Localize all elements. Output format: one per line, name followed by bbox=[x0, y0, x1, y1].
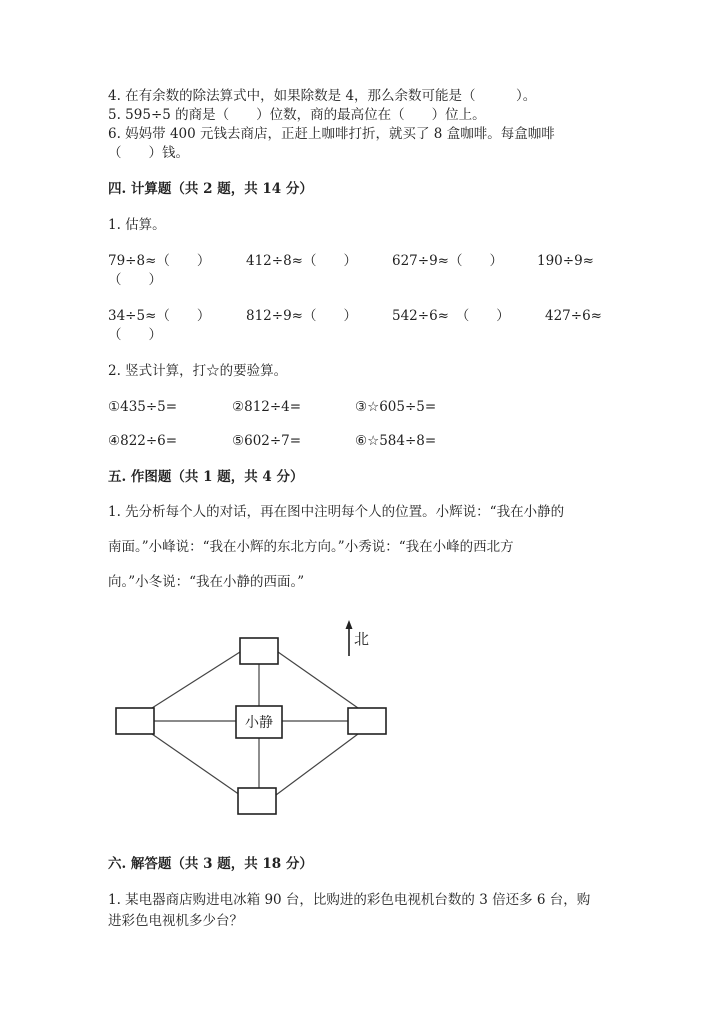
word-problem-line-2: 进彩色电视机多少台？ bbox=[108, 913, 243, 929]
estimate-item: 627÷9≈（ ） bbox=[392, 253, 503, 269]
center-label: 小静 bbox=[245, 715, 273, 731]
vertical-calc-label: 2. 竖式计算，打☆的要验算。 bbox=[108, 363, 288, 379]
edge-top-left bbox=[152, 652, 240, 708]
edge-top-right bbox=[278, 652, 358, 708]
drawing-question-line-3: 向。”小冬说：“我在小静的西面。” bbox=[108, 574, 305, 590]
vertical-calc-item: ⑤602÷7= bbox=[232, 433, 302, 449]
estimate-item: 812÷9≈（ ） bbox=[246, 308, 357, 324]
estimate-item: 427÷6≈ bbox=[545, 308, 602, 324]
vertical-calc-item: ④822÷6= bbox=[108, 433, 178, 449]
edge-bottom-right bbox=[276, 734, 358, 795]
vertical-calc-item: ①435÷5= bbox=[108, 399, 178, 415]
north-label: 北 bbox=[354, 630, 370, 648]
box-north bbox=[240, 638, 278, 664]
section-5-heading: 五. 作图题（共 1 题，共 4 分） bbox=[108, 469, 304, 485]
box-west bbox=[116, 708, 154, 734]
estimate-item: 542÷6≈ （ ） bbox=[392, 308, 510, 324]
question-4: 4. 在有余数的除法算式中，如果除数是 4，那么余数可能是（ ）。 bbox=[108, 88, 537, 104]
estimate-item: 79÷8≈（ ） bbox=[108, 253, 211, 269]
vertical-calc-item: ⑥☆584÷8= bbox=[355, 433, 437, 449]
estimate-item: 34÷5≈（ ） bbox=[108, 308, 211, 324]
vertical-calc-item: ③☆605÷5= bbox=[355, 399, 437, 415]
estimate-item: 190÷9≈ bbox=[537, 253, 594, 269]
estimate-label: 1. 估算。 bbox=[108, 217, 166, 233]
vertical-calc-item: ②812÷4= bbox=[232, 399, 302, 415]
section-4-heading: 四. 计算题（共 2 题，共 14 分） bbox=[108, 181, 313, 197]
drawing-question-line-1: 1. 先分析每个人的对话，再在图中注明每个人的位置。小辉说：“我在小静的 bbox=[108, 504, 565, 520]
question-5: 5. 595÷5 的商是（ ）位数，商的最高位在（ ）位上。 bbox=[108, 107, 486, 123]
box-east bbox=[348, 708, 386, 734]
word-problem-line-1: 1. 某电器商店购进电冰箱 90 台，比购进的彩色电视机台数的 3 倍还多 6 台，购 bbox=[108, 892, 591, 908]
box-south bbox=[238, 788, 276, 814]
question-6-line-2: （ ）钱。 bbox=[108, 145, 189, 161]
estimate-blank: （ ） bbox=[108, 272, 162, 288]
edge-bottom-left bbox=[152, 734, 240, 795]
question-6-line-1: 6. 妈妈带 400 元钱去商店，正赶上咖啡打折，就买了 8 盒咖啡。每盒咖啡 bbox=[108, 126, 555, 142]
north-arrowhead-icon bbox=[346, 620, 353, 629]
estimate-blank: （ ） bbox=[108, 327, 162, 343]
section-6-heading: 六. 解答题（共 3 题，共 18 分） bbox=[108, 856, 313, 872]
drawing-question-line-2: 南面。”小峰说：“我在小辉的东北方向。”小秀说：“我在小峰的西北方 bbox=[108, 539, 514, 555]
estimate-item: 412÷8≈（ ） bbox=[246, 253, 357, 269]
